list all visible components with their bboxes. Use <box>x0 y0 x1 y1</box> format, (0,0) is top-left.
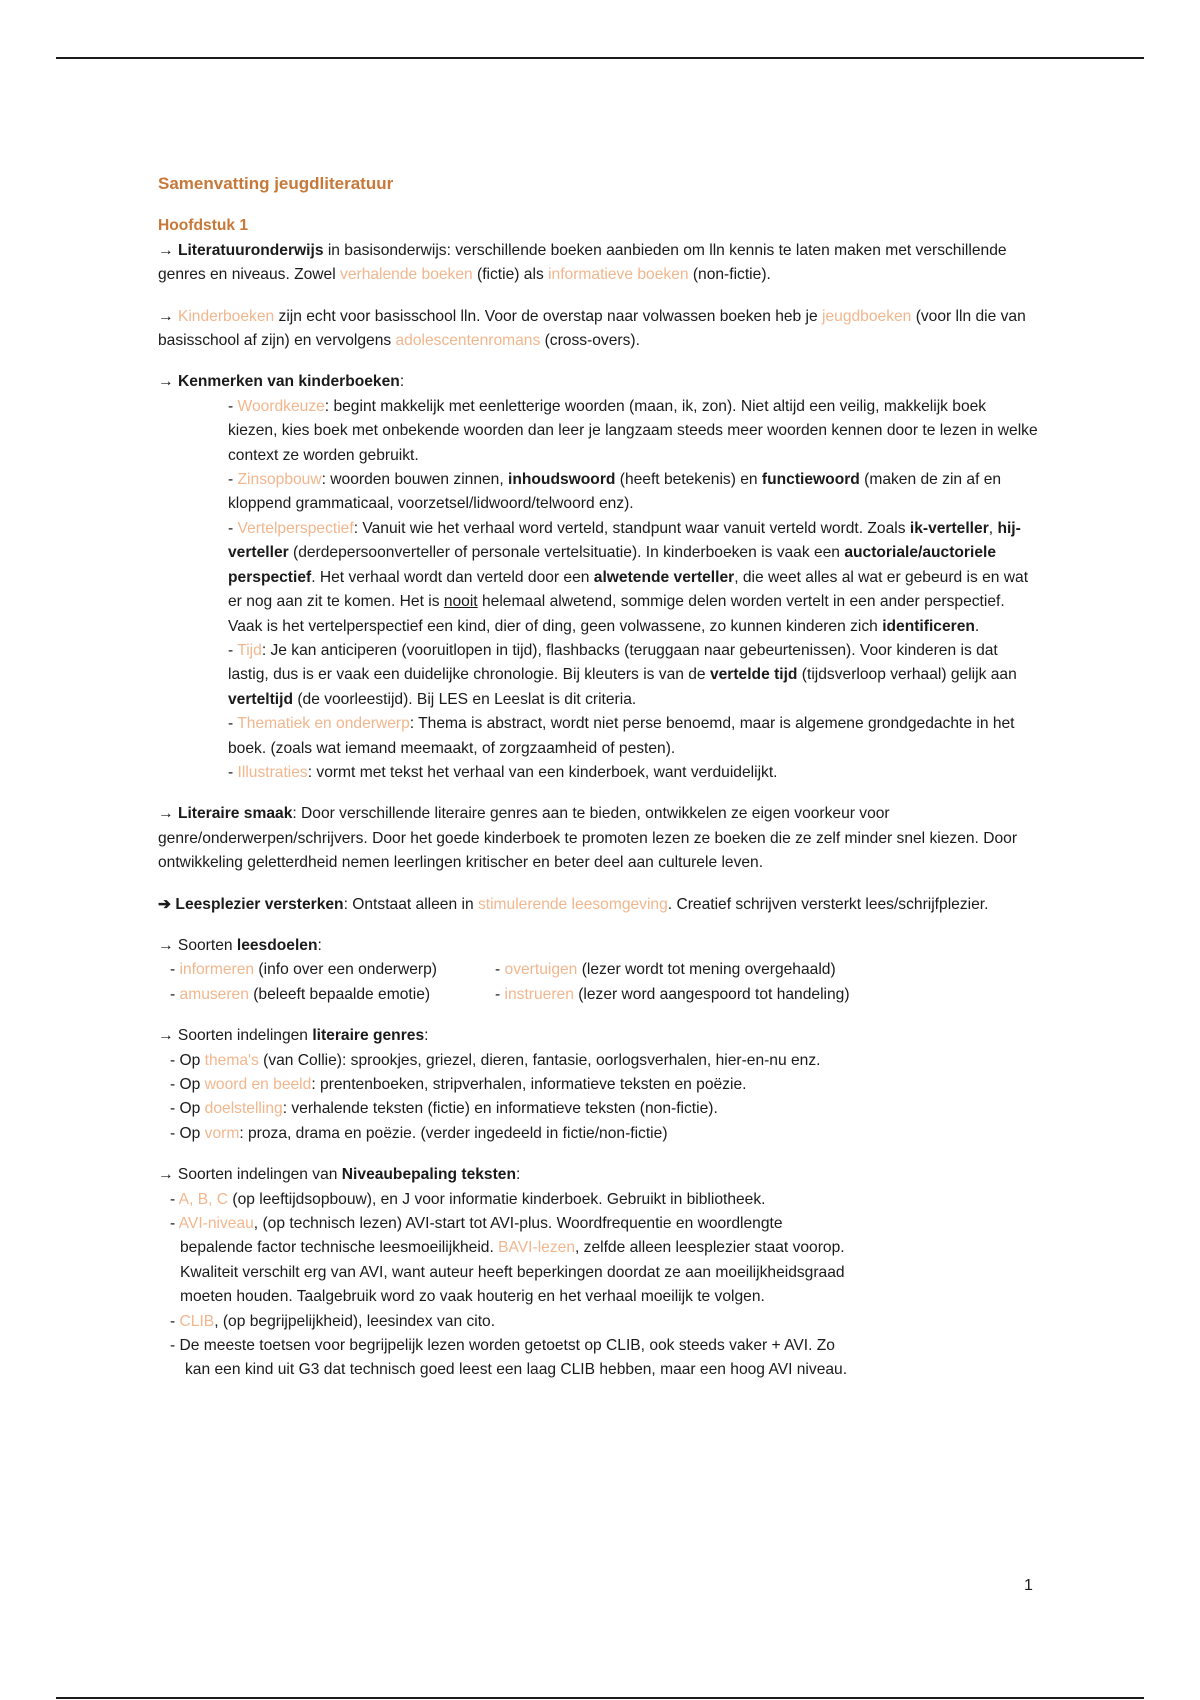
text: (derdepersoonverteller of personale vertelsituatie). In kinderboeken is vaak een <box>288 544 845 562</box>
text: , zelfde alleen leesplezier staat voorop. <box>575 1239 845 1257</box>
text: . Het verhaal wordt dan verteld door een <box>311 568 594 586</box>
list-item <box>158 1122 1038 1146</box>
chapter-heading: Hoofdstuk 1 <box>158 217 249 235</box>
text: , (op begrijpelijkheid), leesindex van cito. <box>214 1312 496 1330</box>
dash: - <box>228 715 238 733</box>
highlight: vorm <box>204 1124 240 1142</box>
arrow-icon: → <box>158 373 174 391</box>
term: Kenmerken van kinderboeken <box>177 373 400 391</box>
highlight: instrueren <box>504 985 574 1003</box>
term: Literaire smaak <box>177 805 293 823</box>
list-item-vertelperspectief <box>228 517 1038 639</box>
text: (maken de zin af en kloppend grammaticaal, voorzetsel/lidwoord/telwoord enz). <box>228 471 1002 513</box>
text: (lezer wordt tot mening overgehaald) <box>577 961 836 979</box>
text: . <box>974 617 980 635</box>
kenmerken-list <box>158 395 1038 786</box>
list-item <box>158 1073 1038 1097</box>
highlight: thema's <box>204 1051 259 1069</box>
text: . Creatief schrijven versterkt lees/schrijfplezier. <box>667 895 989 913</box>
footer-rule <box>56 1697 1144 1699</box>
section-literaire-genres <box>158 1024 1038 1146</box>
highlight: Vertelperspectief <box>237 519 354 537</box>
section-leesdoelen <box>158 934 1038 1007</box>
list-item-continued <box>158 1236 1038 1260</box>
text: Kwaliteit verschilt erg van AVI, want auteur heeft beperkingen doordat ze aan moeilijkheidsgraad <box>180 1263 845 1281</box>
text: : <box>515 1166 521 1184</box>
genres-heading <box>158 1024 1038 1048</box>
arrow-icon: → <box>158 241 174 259</box>
term: literaire genres <box>312 1027 425 1045</box>
list-item-zinsopbouw <box>228 468 1038 517</box>
list-item-continued <box>158 1358 1038 1382</box>
arrow-icon: ➔ <box>158 895 172 913</box>
arrow-icon: → <box>158 1027 174 1045</box>
text: : Thema is abstract, wordt niet perse benoemd, maar is algemene grondgedachte in het boek. (zoals wat iemand meemaakt, of zorgzaamheid of pesten). <box>228 715 1015 757</box>
text: kan een kind uit G3 dat technisch goed leest een laag CLIB hebben, maar een hoog AVI niveau. <box>185 1361 848 1379</box>
highlight: jeugdboeken <box>822 307 912 325</box>
text: , die weet alles al wat er gebeurd is en wat er nog aan zit te komen. Het is <box>228 568 1029 611</box>
highlight: Illustraties <box>237 763 308 781</box>
text: : verhalende teksten (fictie) en informatieve teksten (non-fictie). <box>282 1100 718 1118</box>
text: (non-fictie). <box>688 266 771 284</box>
text: - Op <box>170 1124 205 1142</box>
dash: - <box>170 1215 179 1233</box>
text: : woorden bouwen zinnen, <box>321 471 509 489</box>
text: in basisonderwijs: verschillende boeken aanbieden om lln kennis te laten maken met verschillende genres en niveaus. Zowel <box>158 241 1007 284</box>
text: , (op technisch lezen) AVI-start tot AVI-plus. Woordfrequentie en woordlengte <box>253 1215 783 1233</box>
text: Soorten indelingen van <box>173 1166 342 1184</box>
text: : <box>317 936 322 954</box>
dash: - <box>495 985 505 1003</box>
text: : vormt met tekst het verhaal van een kinderboek, want verduidelijkt. <box>307 763 778 781</box>
list-item-continued <box>158 1285 1038 1309</box>
term: leesdoelen <box>236 936 318 954</box>
document-page <box>158 172 1038 1400</box>
highlight: adolescentenromans <box>395 332 541 350</box>
highlight: Kinderboeken <box>177 307 275 325</box>
arrow-icon: → <box>158 1166 174 1184</box>
text: Soorten <box>173 936 237 954</box>
term: Niveaubepaling teksten <box>341 1166 516 1184</box>
arrow-icon: → <box>158 936 174 954</box>
term: Literatuuronderwijs <box>177 241 324 259</box>
text: : <box>424 1027 429 1045</box>
dash: - <box>228 471 238 489</box>
term: auctoriale/auctoriele perspectief <box>228 544 996 586</box>
text: De meeste toetsen voor begrijpelijk lezen worden getoetst op CLIB, ook steeds vaker + AVI. Zo <box>179 1337 835 1355</box>
term: ik-verteller <box>909 519 989 537</box>
list-item <box>158 1049 1038 1073</box>
list-item-illustraties <box>228 761 1038 785</box>
underlined: nooit <box>443 593 478 611</box>
highlight: Thematiek en onderwerp <box>237 715 410 733</box>
list-item <box>495 983 850 1007</box>
arrow-icon: → <box>158 805 174 823</box>
text: bepalende factor technische leesmoeilijkheid. <box>180 1239 499 1257</box>
text: - Op <box>170 1051 205 1069</box>
list-item <box>158 1188 1038 1212</box>
text: (cross-overs). <box>540 332 640 350</box>
text: zijn echt voor basisschool lln. Voor de overstap naar volwassen boeken heb je <box>274 307 823 325</box>
dash: - <box>228 397 238 415</box>
dash: - <box>228 763 238 781</box>
highlight: AVI-niveau <box>178 1215 254 1233</box>
text: : prentenboeken, stripverhalen, informatieve teksten en poëzie. <box>311 1076 747 1093</box>
dash: - <box>228 519 238 537</box>
paragraph-literaire-smaak <box>158 802 1038 875</box>
highlight: woord en beeld <box>204 1076 312 1093</box>
text: : Je kan anticiperen (vooruitlopen in tijd), flashbacks (teruggaan naar gebeurtenissen). Voor kinderen is dat lastig, dus is er vaak een duidelijke chronologie. Bij kleuters is van de <box>228 641 998 684</box>
section-niveaubepaling <box>158 1163 1038 1383</box>
list-item <box>158 1334 1038 1358</box>
text: : Vanuit wie het verhaal word verteld, standpunt waar vanuit verteld wordt. Zoals <box>353 519 910 537</box>
term: verteltijd <box>228 690 293 708</box>
highlight: A, B, C <box>178 1190 229 1208</box>
header-rule <box>56 57 1144 59</box>
list-item <box>158 983 495 1007</box>
text: , <box>988 519 998 537</box>
term: inhoudswoord <box>508 471 616 489</box>
leesdoelen-heading <box>158 934 1038 958</box>
list-item <box>495 958 836 982</box>
text: (voor lln die van basisschool af zijn) en vervolgens <box>158 307 1026 350</box>
highlight: verhalende boeken <box>340 266 473 284</box>
dash: - <box>170 961 180 979</box>
highlight: Zinsopbouw <box>237 471 322 489</box>
text: (lezer word aangespoord tot handeling) <box>573 985 850 1003</box>
leesdoelen-row <box>158 983 1038 1007</box>
arrow-icon: → <box>158 307 174 325</box>
list-item <box>158 1097 1038 1121</box>
term: vertelde tijd <box>709 666 798 684</box>
highlight: Tijd <box>237 641 262 659</box>
text: - Op <box>170 1100 205 1118</box>
highlight: informatieve boeken <box>548 266 689 284</box>
page-number: 1 <box>1024 1577 1033 1594</box>
text: (heeft betekenis) en <box>615 471 762 489</box>
term: identificeren <box>882 617 975 635</box>
text: Soorten indelingen <box>173 1027 313 1045</box>
text: : <box>399 373 405 391</box>
dash: - <box>170 1312 180 1330</box>
highlight: BAVI-lezen <box>498 1239 575 1257</box>
text: (info over een onderwerp) <box>254 961 437 979</box>
highlight: amuseren <box>179 985 249 1003</box>
text: (fictie) als <box>472 266 549 284</box>
text: (tijdsverloop verhaal) gelijk aan <box>797 666 1017 684</box>
list-item <box>158 1212 1038 1236</box>
list-item <box>158 958 495 982</box>
text: helemaal alwetend, sommige delen worden vertelt in een ander perspectief. Vaak is het vertelperspectief een kind, dier of ding, geen volwassene, zo kunnen kinderen zich <box>228 593 1005 635</box>
term: alwetende verteller <box>593 568 735 586</box>
highlight: CLIB <box>179 1312 215 1330</box>
text: moeten houden. Taalgebruik word zo vaak houterig en het verhaal moeilijk te volgen. <box>180 1288 765 1306</box>
highlight: stimulerende leesomgeving <box>477 895 668 913</box>
dash: - <box>170 985 180 1003</box>
term: Leesplezier versterken <box>175 895 344 913</box>
niveau-heading <box>158 1163 1038 1187</box>
highlight: informeren <box>179 961 255 979</box>
leesdoelen-row <box>158 958 1038 982</box>
text: (beleeft bepaalde emotie) <box>248 985 431 1003</box>
highlight: doelstelling <box>204 1100 283 1118</box>
dash: - <box>228 641 238 659</box>
text: : Ontstaat alleen in <box>343 895 478 913</box>
term: hij-verteller <box>228 519 1021 562</box>
term: functiewoord <box>761 471 860 489</box>
text: : begint makkelijk met eenletterige woorden (maan, ik, zon). Niet altijd een veilig, makkelijk boek kiezen, kies boek met onbekende woorden dan leer je langzaam steeds meer woorden kennen door te lezen in welke context ze worden gebruikt. <box>228 397 1038 464</box>
text: : Door verschillende literaire genres aan te bieden, ontwikkelen ze eigen voorkeur voor genre/onderwerpen/schrijvers. Door het goede kinderboek te promoten lezen ze boeken die ze zelf minder snel kiezen. Door ontwikkeling geletterdheid nemen leerlingen kritischer en beter deel aan culturele leven. <box>158 805 1018 872</box>
text: (op leeftijdsopbouw), en J voor informatie kinderboek. Gebruikt in bibliotheek. <box>228 1190 766 1208</box>
highlight: overtuigen <box>504 961 578 979</box>
text: - Op <box>170 1076 205 1093</box>
dash: - <box>495 961 505 979</box>
list-item-thematiek <box>228 712 1038 761</box>
list-item-tijd <box>228 639 1038 712</box>
list-item-continued <box>158 1261 1038 1285</box>
paragraph-kinderboeken <box>158 305 1038 354</box>
paragraph-leesplezier <box>158 893 1038 917</box>
text: (de voorleestijd). Bij LES en Leeslat is dit criteria. <box>293 690 637 708</box>
text: : proza, drama en poëzie. (verder ingedeeld in fictie/non-fictie) <box>239 1124 668 1142</box>
text: (van Collie): sprookjes, griezel, dieren, fantasie, oorlogsverhalen, hier-en-nu enz. <box>258 1051 821 1069</box>
dash: - <box>170 1190 179 1208</box>
list-item-woordkeuze <box>228 395 1038 468</box>
document-title: Samenvatting jeugdliteratuur <box>158 174 394 193</box>
paragraph-literatuuronderwijs <box>158 239 1038 288</box>
paragraph-kenmerken-heading <box>158 370 1038 394</box>
dash: - <box>170 1337 180 1355</box>
list-item <box>158 1310 1038 1334</box>
highlight: Woordkeuze <box>237 397 325 415</box>
